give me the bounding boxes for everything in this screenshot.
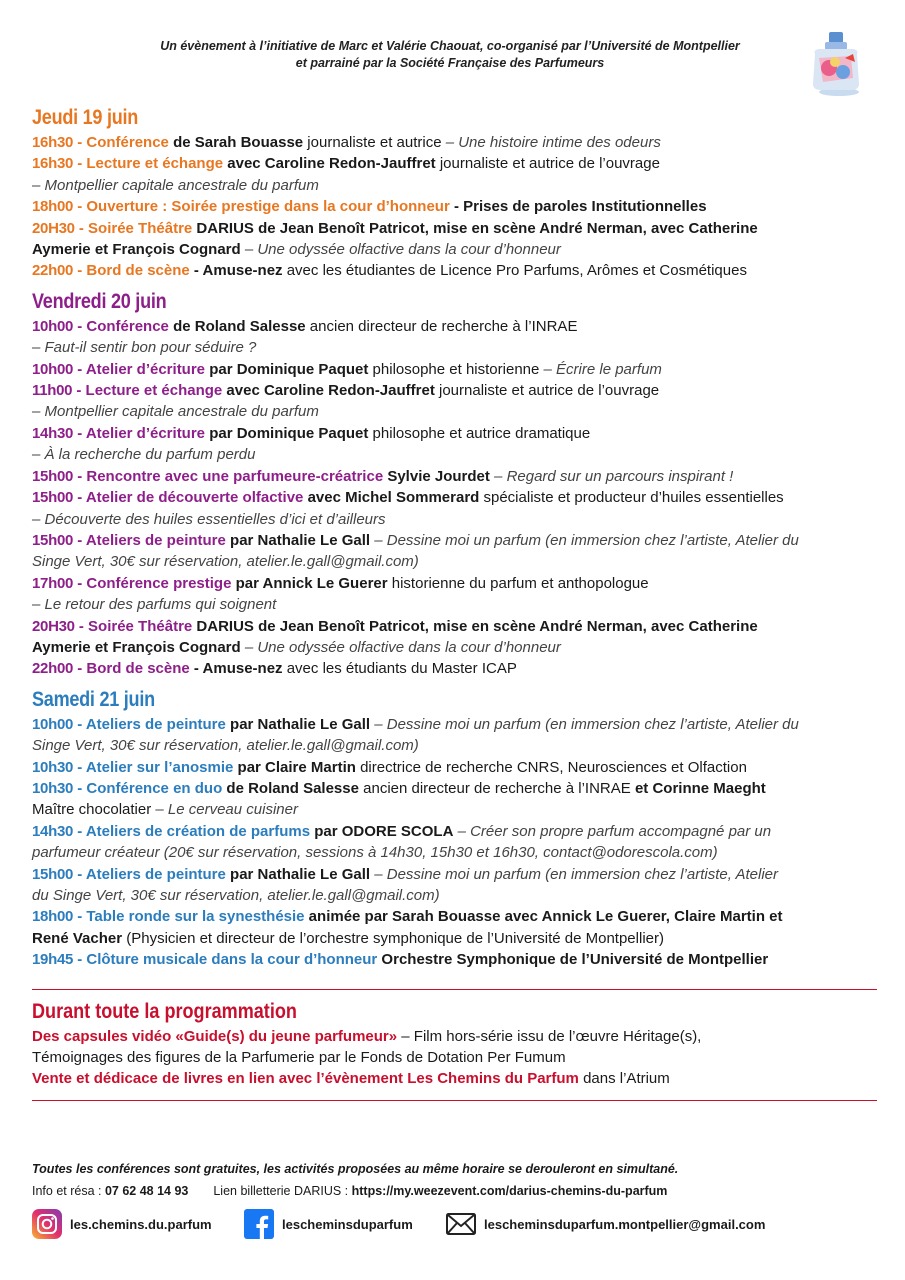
event-detail: historienne du parfum et anthopologue [387, 574, 649, 592]
event-detail: philosophe et autrice dramatique [368, 424, 591, 442]
event-time: 10h00 [32, 360, 74, 378]
event-host: par Dominique Paquet [205, 360, 369, 378]
event-host: de Roland Salesse [168, 317, 306, 335]
event-activity: - Clôture musicale dans la cour d’honneur [73, 951, 378, 969]
event-activity: - Ateliers de peinture [73, 715, 226, 733]
event-detail: spécialiste et producteur d’huiles essentielles [479, 489, 784, 507]
email-address: lescheminsduparfum.montpellier@gmail.com [484, 1216, 766, 1232]
event-row [32, 359, 877, 380]
durant-item-videos-detail: – Film hors-série issu de l’œuvre Héritage(s), [397, 1027, 702, 1045]
event-subtitle: – Une odyssée olfactive dans la cour d’honneur [240, 638, 561, 656]
program-content [32, 104, 877, 1101]
day-title-thursday: Jeudi 19 juin [32, 106, 139, 129]
event-row [32, 423, 877, 466]
event-row [32, 573, 877, 616]
event-activity: - Rencontre avec une parfumeure-créatrice [73, 467, 384, 485]
event-detail: philosophe et historienne [368, 360, 540, 378]
event-host: avec Caroline Redon-Jauffret [223, 155, 436, 173]
event-row [32, 949, 877, 970]
event-activity: - Table ronde sur la synesthésie [73, 908, 305, 926]
event-subtitle: – Le retour des parfums qui soignent [32, 596, 277, 614]
event-detail: journaliste et autrice de l’ouvrage [434, 382, 660, 400]
event-host: de Roland Salesse [222, 779, 359, 797]
event-subtitle: – Écrire le parfum [539, 360, 662, 378]
instagram-link[interactable] [32, 1206, 212, 1242]
event-host: Orchestre Symphonique de l’Université de Montpellier [377, 951, 769, 969]
event-activity: - Bord de scène [73, 660, 190, 678]
durant-item-videos: Des capsules vidéo «Guide(s) du jeune parfumeur» [32, 1027, 398, 1045]
event-time: 14h30 [32, 424, 74, 442]
event-time: 15h00 [32, 489, 74, 507]
ticket-link-label: Lien billetterie DARIUS : [213, 1184, 352, 1198]
durant-item-videos-cont: Témoignages des figures de la Parfumerie par le Fonds de Dotation Per Fumum [32, 1049, 566, 1067]
event-row [32, 906, 877, 949]
event-host: par Dominique Paquet [205, 424, 369, 442]
event-activity: - Lecture et échange [73, 155, 224, 173]
event-host: - Amuse-nez [189, 262, 283, 280]
event-row [32, 316, 877, 359]
event-host: par Nathalie Le Gall [225, 715, 371, 733]
event-time: 10h00 [32, 715, 74, 733]
event-time: 16h30 [32, 155, 74, 173]
event-subtitle: – Créer son propre parfum accompagné par un [453, 822, 772, 840]
event-activity: - Lecture et échange [72, 382, 223, 400]
event-subtitle: – À la recherche du parfum perdu [32, 446, 256, 464]
event-detail: journaliste et autrice [303, 134, 442, 151]
event-time: 15h00 [32, 865, 74, 883]
event-activity: - Soirée Théâtre [74, 617, 193, 635]
social-links [32, 1206, 877, 1242]
event-row [32, 530, 877, 573]
schedule-friday [32, 316, 877, 680]
event-subtitle-cont: Singe Vert, 30€ sur réservation, atelier.le.gall@gmail.com) [32, 553, 419, 571]
event-detail: avec les étudiants du Master ICAP [282, 660, 517, 678]
event-host-cont: René Vacher [32, 929, 123, 947]
mail-icon [446, 1212, 476, 1236]
day-title-saturday: Samedi 21 juin [32, 687, 155, 711]
schedule-saturday [32, 714, 877, 971]
event-time: 20H30 [32, 219, 75, 237]
event-activity: - Conférence [73, 317, 169, 335]
event-row [32, 864, 877, 907]
event-subtitle-cont: du Singe Vert, 30€ sur réservation, atelier.le.gall@gmail.com) [32, 887, 440, 904]
event-host: par Claire Martin [233, 758, 356, 776]
event-time: 18h00 [32, 908, 74, 926]
event-subtitle: – Une histoire intime des odeurs [441, 134, 661, 151]
event-row [32, 778, 877, 821]
event-detail: (Physicien et directeur de l’orchestre symphonique de l’Université de Montpellier) [122, 929, 664, 947]
event-activity: - Atelier d’écriture [73, 360, 206, 378]
event-activity: - Ateliers de création de parfums [73, 822, 311, 840]
schedule-thursday [32, 132, 877, 282]
event-row [32, 132, 877, 153]
event-detail: avec les étudiantes de Licence Pro Parfums, Arômes et Cosmétiques [282, 262, 747, 280]
event-time: 15h00 [32, 467, 74, 485]
instagram-icon [32, 1209, 62, 1239]
event-row [32, 196, 877, 217]
day-title-friday: Vendredi 20 juin [32, 289, 167, 313]
event-subtitle: – Dessine moi un parfum (en immersion chez l’artiste, Atelier du [370, 715, 799, 733]
event-host: - Prises de paroles Institutionnelles [449, 198, 707, 216]
perfume-bottle-logo [805, 28, 865, 98]
event-detail: ancien directeur de recherche à l’INRAE [305, 317, 578, 335]
event-time: 10h00 [32, 317, 74, 335]
event-subtitle: – Découverte des huiles essentielles d’ici et d’ailleurs [32, 510, 386, 528]
event-time: 18h00 [32, 198, 74, 216]
event-host-extra: et Corinne Maeght [630, 779, 766, 797]
facebook-handle: lescheminsduparfum [282, 1216, 413, 1232]
event-activity: - Bord de scène [73, 262, 190, 280]
durant-block [32, 1026, 877, 1090]
event-host: animée par Sarah Bouasse avec Annick Le Guerer, Claire Martin et [304, 908, 783, 926]
event-activity: - Conférence prestige [73, 574, 232, 592]
event-host: par Nathalie Le Gall [225, 531, 371, 549]
event-activity: - Atelier sur l’anosmie [73, 758, 234, 776]
event-activity: - Conférence [73, 134, 169, 151]
event-row [32, 153, 877, 196]
event-time: 16h30 [32, 134, 74, 151]
event-detail: journaliste et autrice de l’ouvrage [435, 155, 660, 173]
durant-title: Durant toute la programmation [32, 999, 297, 1023]
event-host: par Annick Le Guerer [231, 574, 388, 592]
event-time: 10h30 [32, 779, 74, 797]
event-activity: - Soirée Théâtre [74, 219, 193, 237]
event-time: 15h00 [32, 531, 74, 549]
event-row [32, 218, 877, 261]
event-activity: - Ateliers de peinture [73, 531, 226, 549]
event-row [32, 821, 877, 864]
event-subtitle: – Dessine moi un parfum (en immersion chez l’artiste, Atelier du [370, 531, 799, 549]
event-host: Sylvie Jourdet [383, 467, 490, 485]
event-subtitle: – Regard sur un parcours inspirant ! [489, 467, 734, 485]
event-time: 20H30 [32, 617, 75, 635]
event-host: avec Michel Sommerard [303, 489, 480, 507]
event-subtitle-cont: parfumeur créateur (20€ sur réservation, sessions à 14h30, 15h30 et 16h30, contact@odorescola.com) [32, 844, 718, 862]
event-time: 17h00 [32, 574, 74, 592]
header-line-2: et parrainé par la Société Française des Parfumeurs [295, 56, 605, 70]
event-host: avec Caroline Redon-Jauffret [222, 382, 435, 400]
event-subtitle: – Faut-il sentir bon pour séduire ? [32, 339, 257, 357]
event-time: 19h45 [32, 951, 74, 969]
event-row [32, 714, 877, 757]
event-time: 22h00 [32, 262, 74, 280]
facebook-link[interactable] [244, 1206, 413, 1242]
event-subtitle-cont: Singe Vert, 30€ sur réservation, atelier.le.gall@gmail.com) [32, 737, 419, 755]
event-row [32, 487, 877, 530]
event-host-cont: Aymerie et François Cognard [32, 241, 241, 259]
event-activity: - Atelier de découverte olfactive [73, 489, 304, 507]
event-row [32, 616, 877, 659]
event-activity: - Ateliers de peinture [73, 865, 226, 883]
event-subtitle: – Montpellier capitale ancestrale du parfum [32, 176, 319, 194]
event-activity: - Ouverture : Soirée prestige dans la cour d’honneur [73, 198, 450, 216]
event-host-cont: Aymerie et François Cognard [32, 638, 241, 656]
event-row [32, 260, 877, 281]
event-host: DARIUS de Jean Benoît Patricot, mise en scène André Nerman, avec Catherine [192, 219, 758, 237]
event-row [32, 658, 877, 679]
event-row [32, 757, 877, 778]
event-subtitle: – Une odyssée olfactive dans la cour d’honneur [240, 241, 561, 259]
event-activity: - Atelier d’écriture [73, 424, 206, 442]
event-subtitle: – Montpellier capitale ancestrale du parfum [32, 403, 319, 421]
durant-item-books: Vente et dédicace de livres en lien avec l’évènement Les Chemins du Parfum [32, 1070, 579, 1088]
section-divider [32, 989, 877, 990]
footer-info [32, 1184, 667, 1198]
header-credit [90, 38, 810, 72]
durant-item-books-detail: dans l’Atrium [578, 1070, 670, 1088]
event-subtitle: – Dessine moi un parfum (en immersion chez l’artiste, Atelier [370, 865, 779, 883]
event-host: par Nathalie Le Gall [225, 865, 371, 883]
header-line-1: Un évènement à l’initiative de Marc et Valérie Chaouat, co-organisé par l’Université de Montpellier [160, 39, 740, 53]
event-time: 22h00 [32, 660, 74, 678]
ticket-link[interactable]: https://my.weezevent.com/darius-chemins-du-parfum [351, 1184, 668, 1198]
event-host: DARIUS de Jean Benoît Patricot, mise en scène André Nerman, avec Catherine [192, 617, 758, 635]
event-host: par ODORE SCOLA [310, 822, 454, 840]
event-detail-cont: Maître chocolatier [32, 801, 152, 819]
instagram-handle: les.chemins.du.parfum [70, 1216, 212, 1232]
email-link[interactable] [446, 1206, 765, 1242]
event-time: 14h30 [32, 822, 74, 840]
event-detail: directrice de recherche CNRS, Neurosciences et Olfaction [355, 758, 747, 776]
footer-note: Toutes les conférences sont gratuites, les activités proposées au même horaire se derouleront en simultané. [32, 1162, 679, 1176]
event-host: de Sarah Bouasse [168, 134, 304, 151]
event-host: - Amuse-nez [189, 660, 283, 678]
event-row [32, 380, 877, 423]
facebook-icon [244, 1209, 274, 1239]
section-divider [32, 1100, 877, 1101]
phone-number[interactable]: 07 62 48 14 93 [104, 1184, 189, 1198]
event-time: 11h00 [32, 382, 73, 400]
event-subtitle: – Le cerveau cuisiner [151, 801, 298, 819]
event-detail: ancien directeur de recherche à l’INRAE [358, 779, 631, 797]
event-row [32, 466, 877, 487]
info-label: Info et résa : [32, 1184, 105, 1198]
event-activity: - Conférence en duo [73, 779, 223, 797]
event-time: 10h30 [32, 758, 74, 776]
